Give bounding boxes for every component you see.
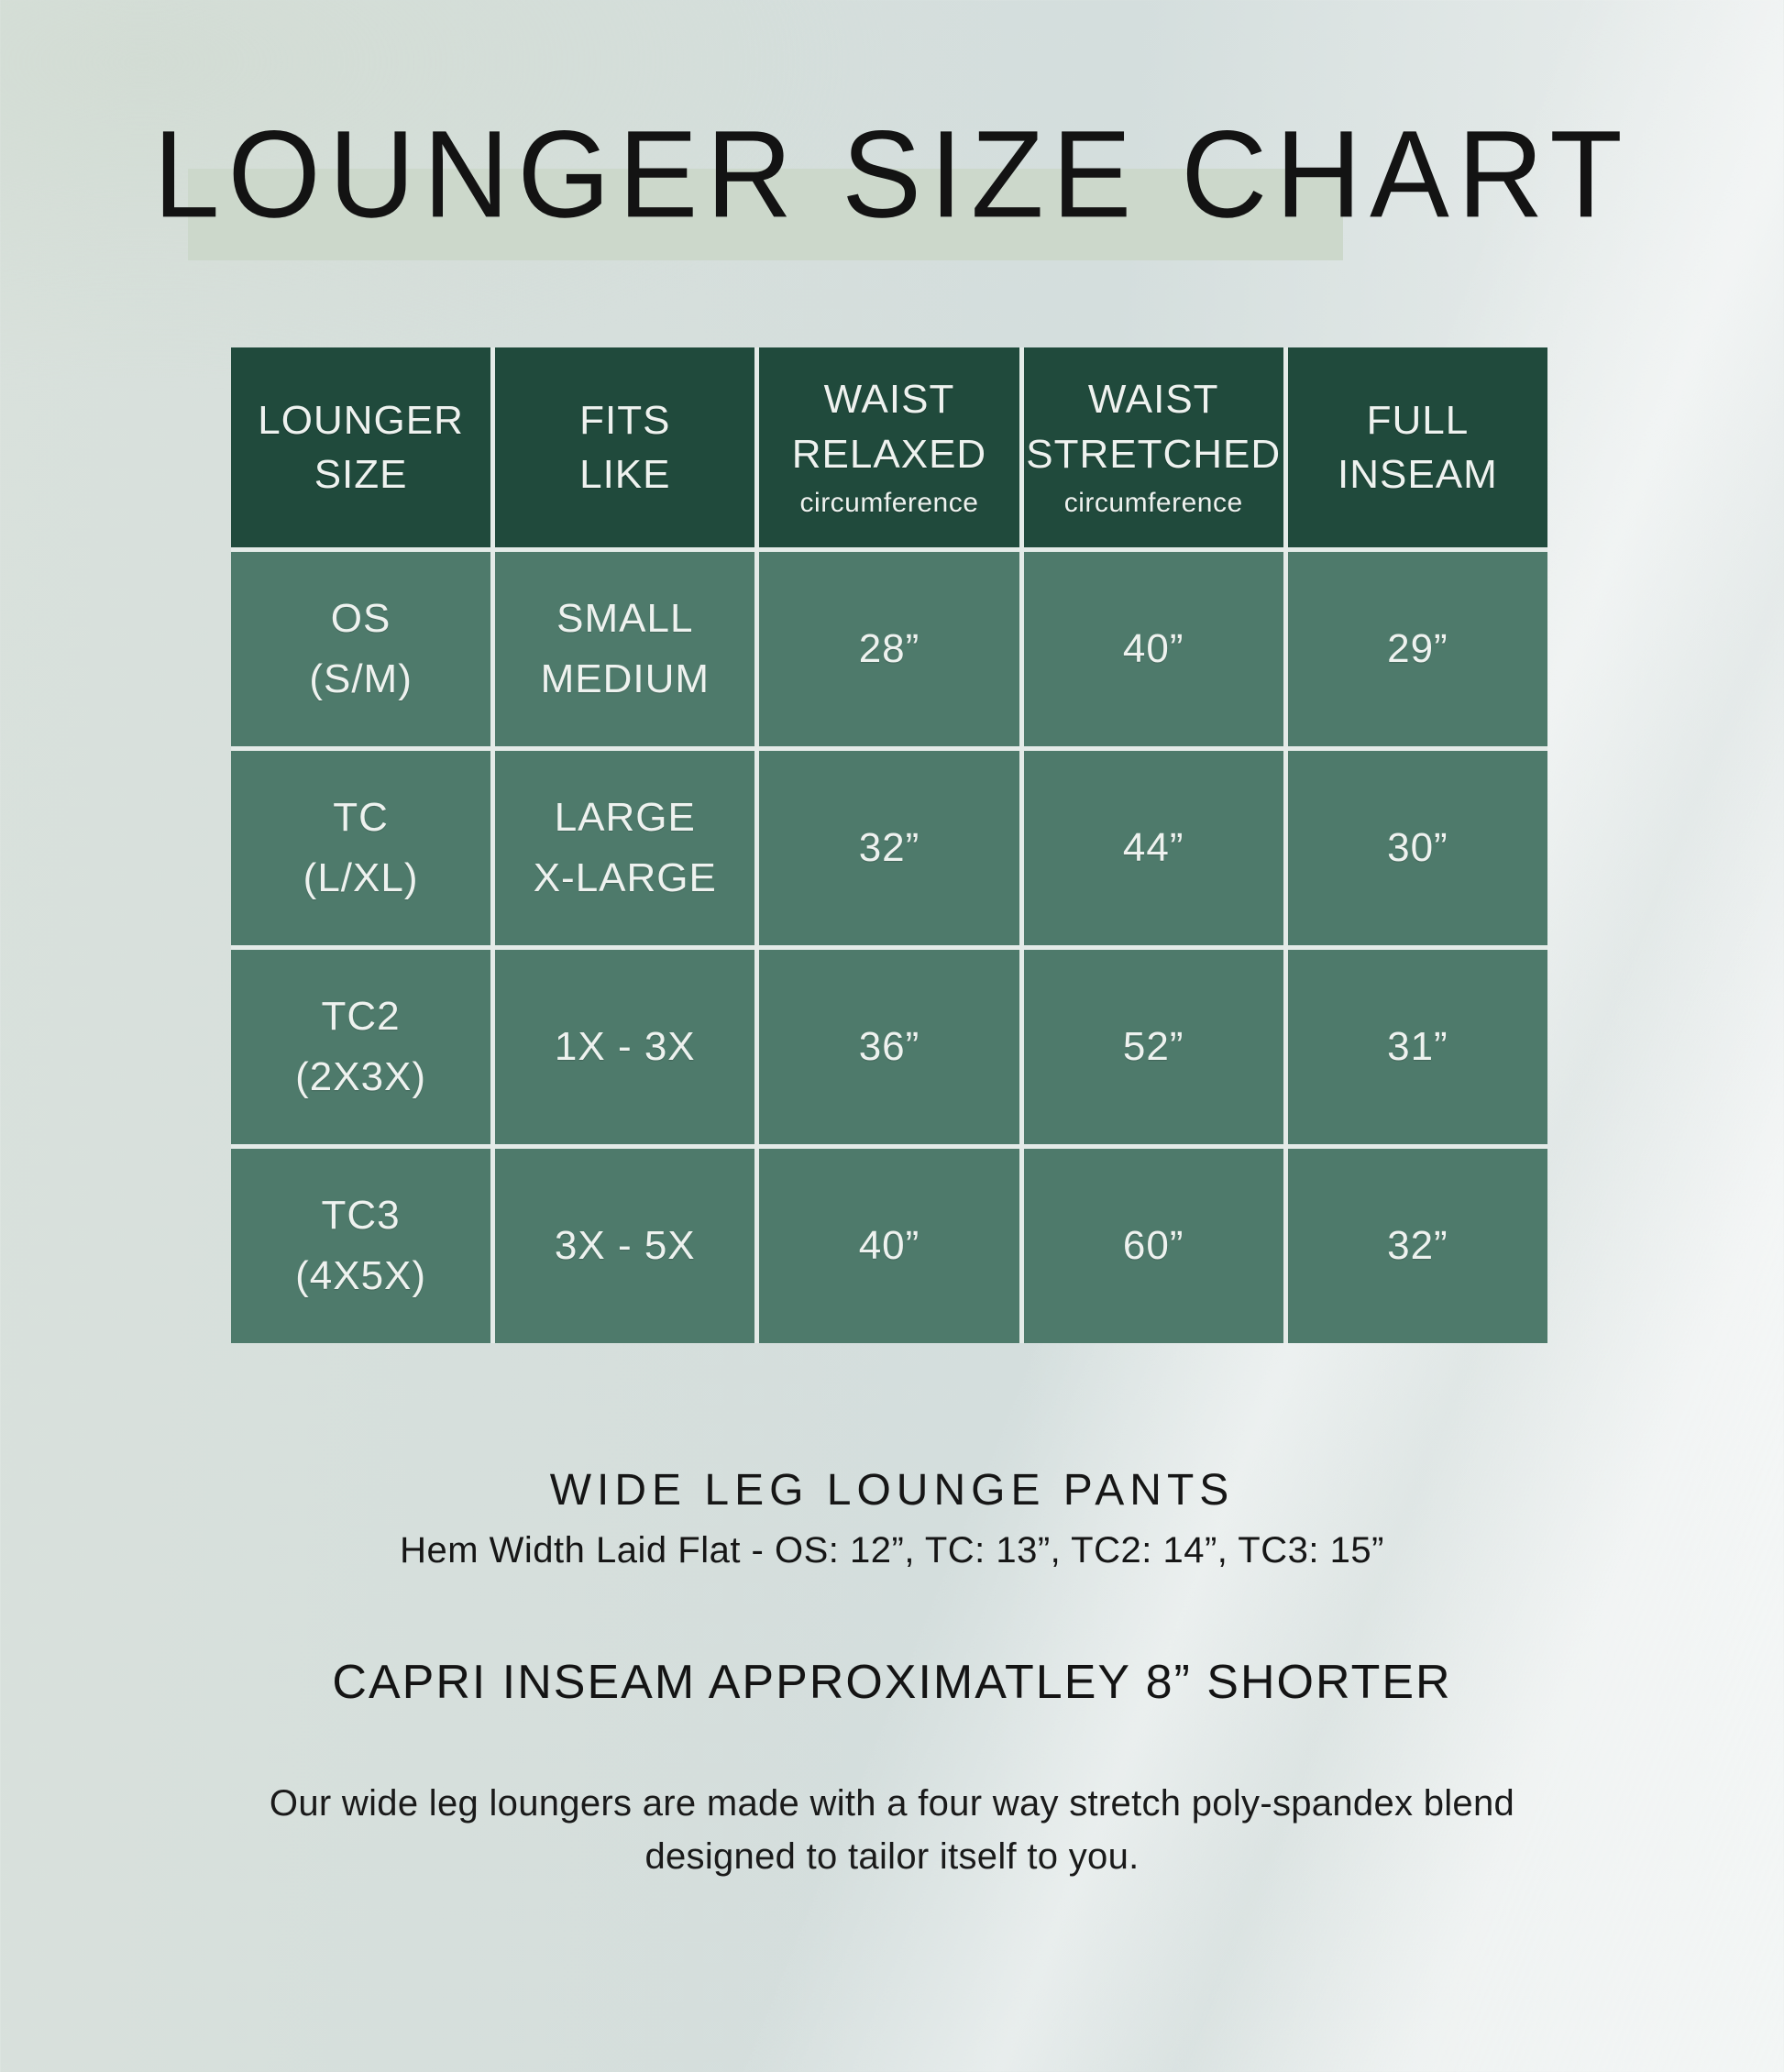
header-cell-lounger-size [231, 347, 490, 547]
cell-value: 31” [1387, 1024, 1448, 1069]
cell-fits-tc [495, 751, 754, 945]
cell-line: MEDIUM [540, 656, 710, 701]
cell-line: (S/M) [309, 656, 413, 701]
header-line: INSEAM [1338, 452, 1498, 497]
cell-waist-relaxed-tc2 [759, 950, 1019, 1144]
cell-waist-relaxed-tc [759, 751, 1019, 945]
header-line: FULL [1366, 397, 1470, 443]
cell-value: 40” [858, 1223, 920, 1268]
header-line: WAIST [823, 377, 955, 423]
size-chart-table [231, 347, 1547, 1343]
header-cell-waist-relaxed [759, 347, 1019, 547]
cell-inseam-tc [1288, 751, 1547, 945]
cell-fits-tc3 [495, 1149, 754, 1343]
cell-value: 30” [1387, 825, 1448, 870]
cell-fits-tc2 [495, 950, 754, 1144]
header-cell-fits-like [495, 347, 754, 547]
header-cell-waist-stretched [1024, 347, 1283, 547]
cell-line: TC2 [321, 994, 401, 1039]
cell-line: TC [333, 795, 389, 840]
header-subline: circumference [799, 488, 979, 519]
header-line: LIKE [579, 452, 671, 497]
cell-value: 52” [1122, 1024, 1184, 1069]
header-line: STRETCHED [1026, 431, 1282, 477]
header-line: FITS [579, 397, 671, 443]
cell-line: 1X - 3X [554, 1024, 696, 1069]
cell-line: SMALL [556, 596, 694, 641]
cell-value: 28” [858, 626, 920, 671]
cell-line: (2X3X) [295, 1054, 427, 1099]
fabric-blurb [0, 1777, 1784, 1883]
cell-inseam-tc3 [1288, 1149, 1547, 1343]
cell-waist-relaxed-os [759, 552, 1019, 746]
cell-value: 40” [1122, 626, 1184, 671]
cell-value: 29” [1387, 626, 1448, 671]
cell-waist-stretched-tc [1024, 751, 1283, 945]
cell-value: 60” [1122, 1223, 1184, 1268]
cell-waist-stretched-os [1024, 552, 1283, 746]
cell-waist-stretched-tc3 [1024, 1149, 1283, 1343]
cell-size-tc2 [231, 950, 490, 1144]
cell-waist-stretched-tc2 [1024, 950, 1283, 1144]
header-line: WAIST [1087, 377, 1219, 423]
fabric-blurb-line: Our wide leg loungers are made with a four way stretch poly-spandex blend [269, 1782, 1515, 1824]
fabric-blurb-line: designed to tailor itself to you. [644, 1835, 1140, 1877]
header-cell-full-inseam [1288, 347, 1547, 547]
cell-line: OS [330, 596, 391, 641]
hem-width-note: Hem Width Laid Flat - OS: 12”, TC: 13”, TC2: 14”, TC3: 15” [400, 1529, 1384, 1571]
cell-inseam-os [1288, 552, 1547, 746]
cell-line: TC3 [321, 1193, 401, 1238]
header-subline: circumference [1063, 488, 1243, 519]
cell-value: 32” [858, 825, 920, 870]
title-section [0, 104, 1784, 244]
cell-fits-os [495, 552, 754, 746]
cell-value: 44” [1122, 825, 1184, 870]
cell-value: 32” [1387, 1223, 1448, 1268]
cell-line: (L/XL) [303, 855, 419, 900]
cell-size-os [231, 552, 490, 746]
cell-inseam-tc2 [1288, 950, 1547, 1144]
size-chart-page [0, 104, 1784, 2072]
header-line: SIZE [314, 452, 408, 497]
cell-size-tc3 [231, 1149, 490, 1343]
header-line: LOUNGER [258, 397, 464, 443]
capri-inseam-note: CAPRI INSEAM APPROXIMATLEY 8” SHORTER [332, 1655, 1452, 1709]
cell-line: (4X5X) [295, 1253, 427, 1298]
cell-line: X-LARGE [533, 855, 717, 900]
header-line: RELAXED [791, 431, 987, 477]
cell-value: 36” [858, 1024, 920, 1069]
cell-line: LARGE [554, 795, 696, 840]
cell-waist-relaxed-tc3 [759, 1149, 1019, 1343]
page-title: LOUNGER SIZE CHART [153, 104, 1631, 244]
cell-size-tc [231, 751, 490, 945]
wide-leg-heading: WIDE LEG LOUNGE PANTS [549, 1466, 1235, 1515]
cell-line: 3X - 5X [554, 1223, 696, 1268]
